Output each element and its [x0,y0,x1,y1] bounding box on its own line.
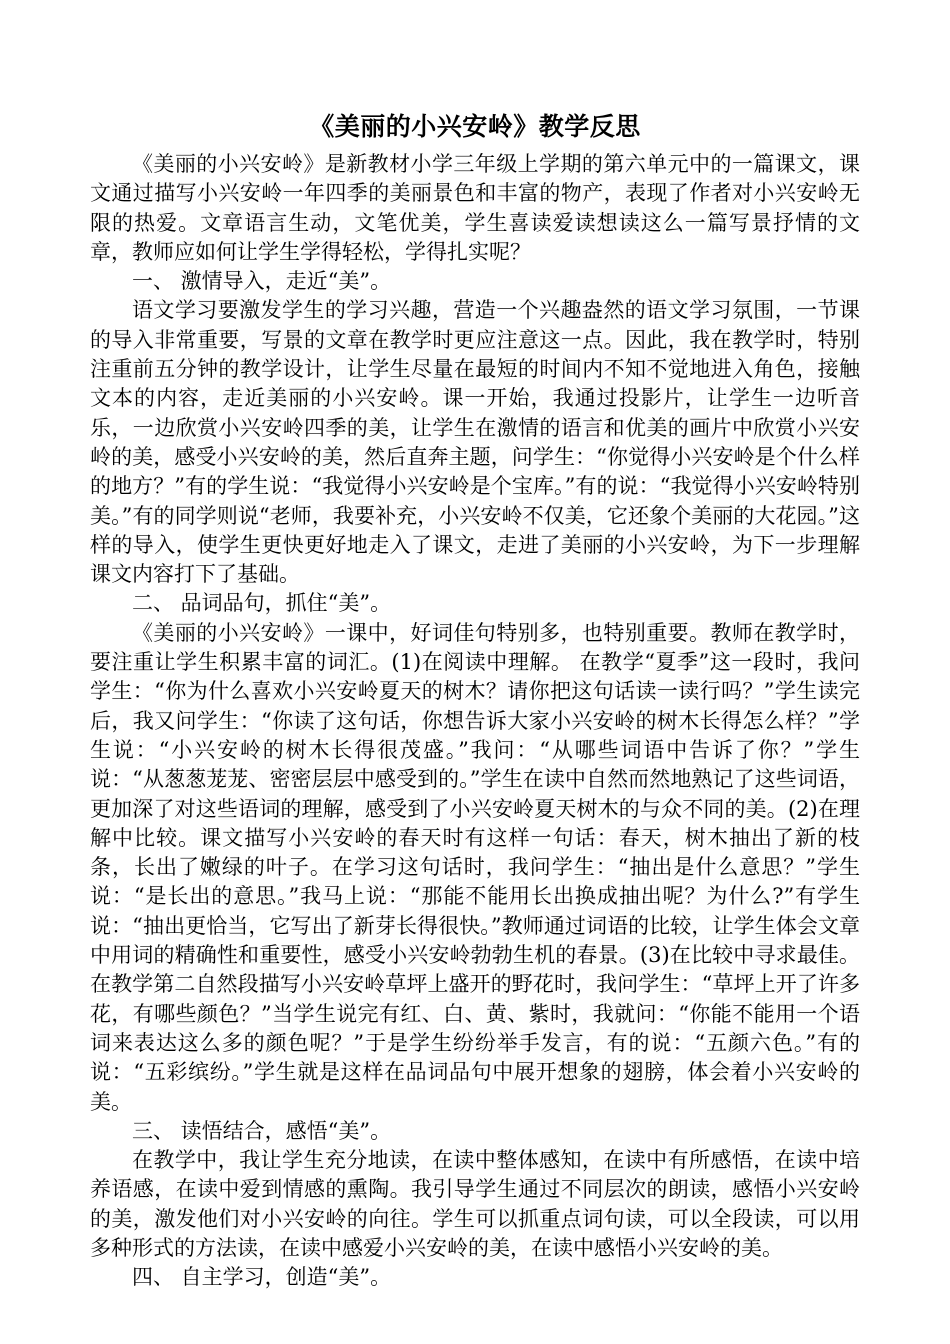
document-page [90,106,860,1293]
section-heading-4: 四、 自主学习，创造“美”。 [132,1265,392,1290]
section-body-3: 在教学中，我让学生充分地读，在读中整体感知，在读中有所感悟，在读中培养语感，在读中爱到情感的熏陶。我引导学生通过不同层次的朗读，感悟小兴安岭的美，激发他们对小兴安岭的向往。学生可以抓重点词句读，可以全段读，可以用多种形式的方法读，在读中感爱小兴安岭的美，在读中感悟小兴安岭的美。 [90,1148,860,1260]
section-heading-2: 二、 品词品句，抓住“美”。 [132,591,392,616]
section-body-1: 语文学习要激发学生的学习兴趣，营造一个兴趣盎然的语文学习氛围，一节课的导入非常重要，写景的文章在教学时更应注意这一点。因此，我在教学时，特别注重前五分钟的教学设计，让学生尽量在最短的时间内不知不觉地进入角色，接触文本的内容，走近美丽的小兴安岭。课一开始，我通过投影片，让学生一边听音乐，一边欣赏小兴安岭四季的美，让学生在激情的语言和优美的画片中欣赏小兴安岭的美，感受小兴安岭的美，然后直奔主题，问学生：“你觉得小兴安岭是个什么样的地方？”有的学生说：“我觉得小兴安岭是个宝库。”有的说：“我觉得小兴安岭特别美。”有的同学则说“老师，我要补充，小兴安岭不仅美，它还象个美丽的大花园。”这样的导入，使学生更快更好地走入了课文，走进了美丽的小兴安岭，为下一步理解课文内容打下了基础。 [90,298,860,587]
section-heading-1: 一、 激情导入，走近“美”。 [132,269,392,294]
section-body-2: 《美丽的小兴安岭》一课中，好词佳句特别多，也特别重要。教师在教学时，要注重让学生积累丰富的词汇。(1)在阅读中理解。 在教学“夏季”这一段时，我问学生：“你为什么喜欢小兴安岭夏天的树木？请你把这句话读一读行吗？”学生读完后，我又问学生：“你读了这句话，你想告诉大家小兴安岭的树木长得怎么样？”学生说：“小兴安岭的树木长得很茂盛。”我问：“从哪些词语中告诉了你？”学生说：“从葱葱茏茏、密密层层中感受到的。”学生在读中自然而然地熟记了这些词语，更加深了对这些语词的理解，感受到了小兴安岭夏天树木的与众不同的美。(2)在理解中比较。课文描写小兴安岭的春天时有这样一句话：春天，树木抽出了新的枝条，长出了嫩绿的叶子。在学习这句话时，我问学生：“抽出是什么意思？”学生说：“是长出的意思。”我马上说：“那能不能用长出换成抽出呢？为什么?”有学生说：“抽出更恰当，它写出了新芽长得很快。”教师通过词语的比较，让学生体会文章中用词的精确性和重要性，感受小兴安岭勃勃生机的春景。(3)在比较中寻求最佳。 在教学第二自然段描写小兴安岭草坪上盛开的野花时，我问学生：“草坪上开了许多花，有哪些颜色？”当学生说完有红、白、黄、紫时，我就问：“你能不能用一个语词来表达这么多的颜色呢？”于是学生纷纷举手发言，有的说：“五颜六色。”有的说：“五彩缤纷。”学生就是这样在品词品句中展开想象的翅膀，体会着小兴安岭的美。 [90,620,860,1114]
intro-paragraph: 《美丽的小兴安岭》是新教材小学三年级上学期的第六单元中的一篇课文，课文通过描写小兴安岭一年四季的美丽景色和丰富的物产，表现了作者对小兴安岭无限的热爱。文章语言生动，文笔优美，学生喜读爱读想读这么一篇写景抒情的文章，教师应如何让学生学得轻松，学得扎实呢？ [90,152,860,264]
section-heading-3: 三、 读悟结合，感悟“美”。 [132,1118,392,1143]
document-title: 《美丽的小兴安岭》教学反思 [309,112,641,141]
